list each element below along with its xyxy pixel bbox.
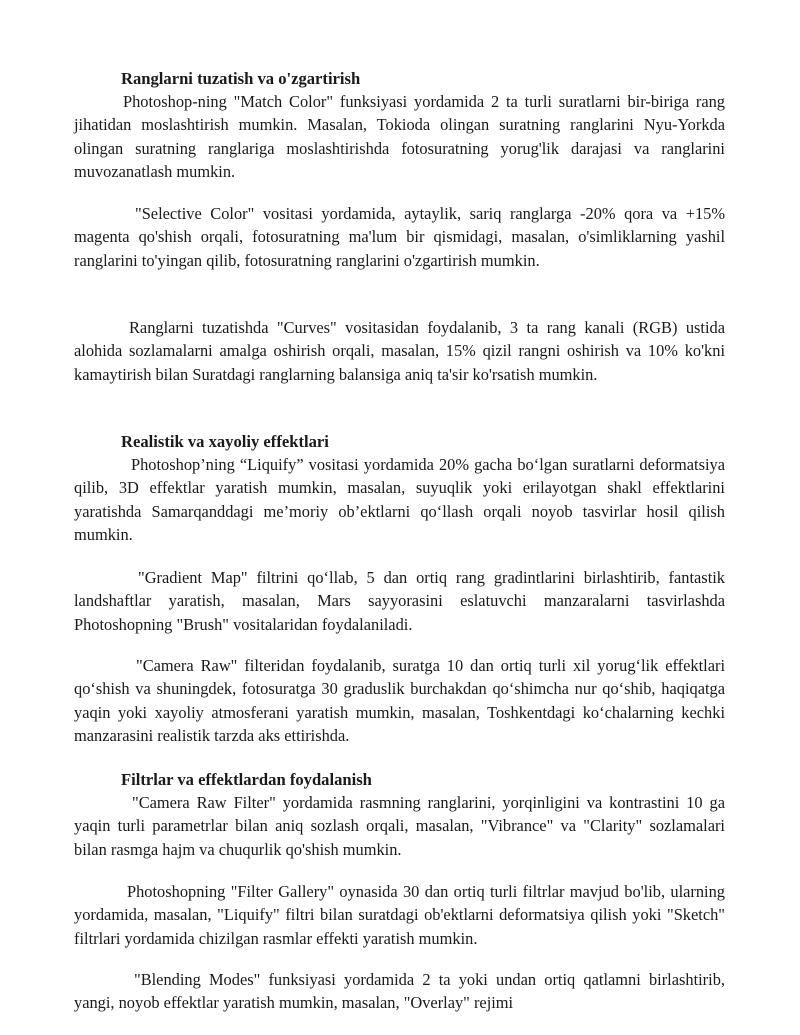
section-heading-effects: Realistik va xayoliy effektlari [121,432,329,451]
paragraph-gradient-map: "Gradient Map" filtrini qo‘llab, 5 dan ortiq rang gradintlarini birlashtirib, fantastik landshaftlar yaratish, masalan, Mars sayyorasini eslatuvchi manzaralarni tasvirlashda Photoshopning "Brush" vositalaridan foydalaniladi. [74,568,725,634]
paragraph-filter-gallery: Photoshopning "Filter Gallery" oynasida 30 dan ortiq turli filtrlar mavjud bo'lib, ularning yordamida, masalan, "Liquify" filtri bilan suratdagi ob'ektlarni deformatsiya qilish yoki "Sketch" filtrlari yordamida chizilgan rasmlar effekti yaratish mumkin. [74,882,725,948]
section-heading-filters: Filtrlar va effektlardan foydalanish [121,770,372,789]
paragraph-camera-raw-filter: "Camera Raw Filter" yordamida rasmning ranglarini, yorqinligini va kontrastini 10 ga yaqin turli parametrlar bilan aniq sozlash orqali, masalan, "Vibrance" va "Clarity" sozlamalari bilan rasmga hajm va chuqurlik qo'shish mumkin. [74,793,725,859]
section-heading-color-correction: Ranglarni tuzatish va o'zgartirish [121,69,361,88]
paragraph-liquify: Photoshop’ning “Liquify” vositasi yordamida 20% gacha bo‘lgan suratlarni deformatsiya qilib, 3D effektlar yaratish mumkin, masalan, suyuqlik yoki erilayotgan shakl effektlarini yaratishda Samarqanddagi me’moriy ob’ektlarni qo‘llash orqali noyob tasvirlar hosil qilish mumkin. [74,455,725,545]
paragraph-curves: Ranglarni tuzatishda "Curves" vositasidan foydalanib, 3 ta rang kanali (RGB) ustida alohida sozlamalarni amalga oshirish orqali, masalan, 15% qizil rangni oshirish va 10% ko'kni kamaytirish bilan Suratdagi ranglarning balansiga aniq ta'sir ko'rsatish mumkin. [74,318,725,384]
paragraph-blending-modes: "Blending Modes" funksiyasi yordamida 2 ta yoki undan ortiq qatlamni birlashtirib, yangi, noyob effektlar yaratish mumkin, masalan, "Overlay" rejimi [74,970,725,1013]
paragraph-camera-raw: "Camera Raw" filteridan foydalanib, suratga 10 dan ortiq turli xil yorug‘lik effektlari qo‘shish va shuningdek, fotosuratga 30 graduslik burchakdan qo‘shimcha nur qo‘shib, haqiqatga yaqin yoki xayoliy atmosferani yaratish mumkin, masalan, Toshkentdagi ko‘chalarning kechki manzarasini realistik tarzda aks ettirishda. [74,656,725,746]
paragraph-match-color: Photoshop-ning "Match Color" funksiyasi yordamida 2 ta turli suratlarni bir-biriga rang jihatidan moslashtirish mumkin. Masalan, Tokioda olingan suratning ranglarini Nyu-Yorkda olingan suratning ranglariga moslashtirishda fotosuratning yorug'lik darajasi va ranglarini muvozanatlash mumkin. [74,92,725,182]
paragraph-selective-color: "Selective Color" vositasi yordamida, aytaylik, sariq ranglarga -20% qora va +15% magenta qo'shish orqali, fotosuratning ma'lum bir qismidagi, masalan, o'simliklarning yashil ranglarini to'yingan qilib, fotosuratning ranglarini o'zgartirish mumkin. [74,204,725,270]
